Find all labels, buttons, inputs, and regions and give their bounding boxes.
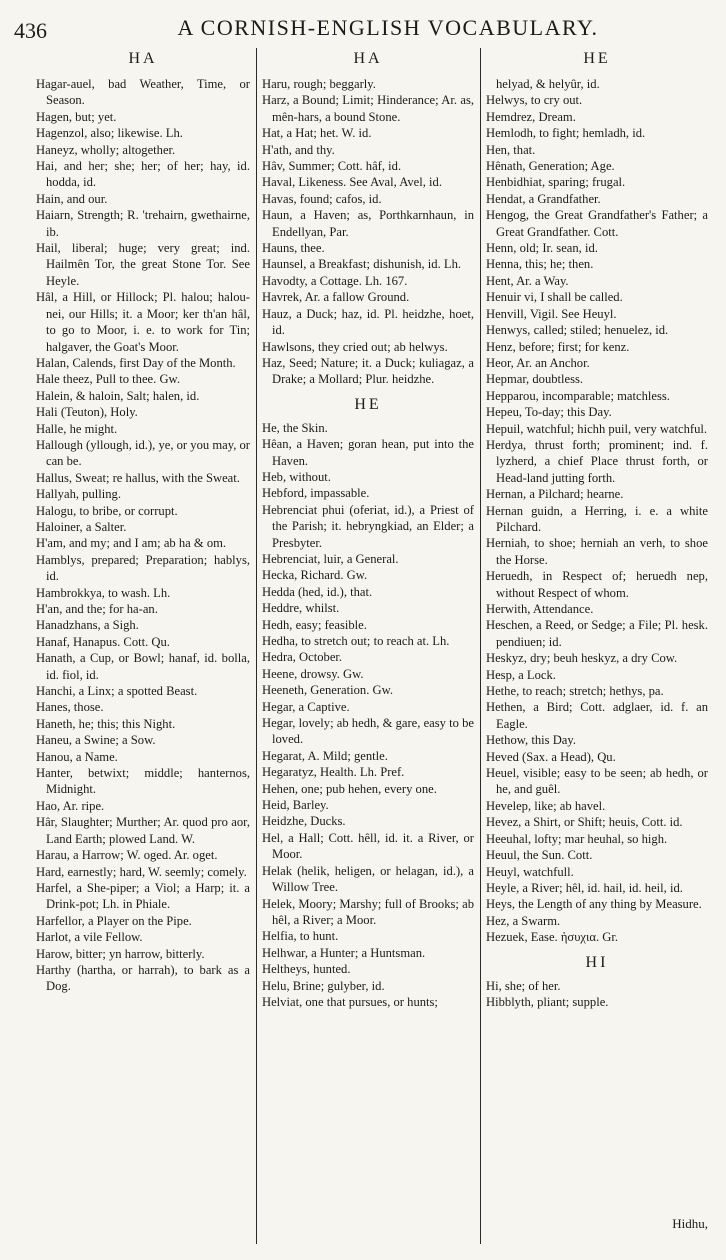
vocabulary-entry: Hagen, but; yet. <box>36 109 117 124</box>
vocabulary-entry: Hepparou, incomparable; matchless. <box>486 388 670 403</box>
vocabulary-entry: Hali (Teuton), Holy. <box>36 405 138 420</box>
vocabulary-entry: Hebford, impassable. <box>262 486 370 501</box>
vocabulary-entry: Hezuek, Ease. ἡσυχια. Gr. <box>486 930 619 945</box>
vocabulary-entry: Hallough (yllough, id.), ye, or you may, or can be. <box>36 437 250 469</box>
column-divider <box>480 48 481 1244</box>
vocabulary-entry: Hênath, Generation; Age. <box>486 159 615 174</box>
vocabulary-entry: Hard, earnestly; hard, W. seemly; comely. <box>36 864 247 879</box>
running-title: A CORNISH-ENGLISH VOCABULARY. <box>177 15 599 40</box>
vocabulary-entry: Henn, old; Ir. sean, id. <box>486 241 598 256</box>
vocabulary-entry: Hail, liberal; huge; very great; ind. Hailmên Tor, the great Stone Tor. See Heyle. <box>36 241 250 288</box>
vocabulary-entry: Hegarat, A. Mild; gentle. <box>262 748 388 763</box>
vocabulary-entry: Hagar-auel, bad Weather, Time, or Season. <box>36 77 250 108</box>
vocabulary-entry: Hemlodh, to fight; hemladh, id. <box>486 126 646 141</box>
vocabulary-entry: Heschen, a Reed, or Sedge; a File; Pl. hesk. pendiuen; id. <box>486 618 708 649</box>
vocabulary-entry: Hamblys, prepared; Preparation; hablys, id. <box>36 552 250 584</box>
vocabulary-entry: Hehen, one; pub hehen, every one. <box>262 781 437 796</box>
page-header <box>0 10 726 44</box>
vocabulary-entry: Havas, found; cafos, id. <box>262 191 382 206</box>
vocabulary-entry: Hibblyth, pliant; supple. <box>486 994 609 1009</box>
vocabulary-entry: Hecka, Richard. Gw. <box>262 568 368 583</box>
column-3 <box>486 46 708 1246</box>
vocabulary-entry: Haval, Likeness. See Aval, Avel, id. <box>262 175 443 190</box>
vocabulary-entry: Hedda (hed, id.), that. <box>262 584 373 599</box>
vocabulary-entry: Heved (Sax. a Head), Qu. <box>486 749 616 764</box>
vocabulary-entry: Hepmar, doubtless. <box>486 372 584 387</box>
vocabulary-entry: Hedra, October. <box>262 650 343 665</box>
vocabulary-entry: Heb, without. <box>262 469 331 484</box>
vocabulary-entry: Henvill, Vigil. See Heuyl. <box>486 306 617 321</box>
vocabulary-entry: Hedha, to stretch out; to reach at. Lh. <box>262 634 450 648</box>
vocabulary-entry: Hen, that. <box>486 142 536 157</box>
vocabulary-entry: Herniah, to shoe; herniah an verh, to shoe the Horse. <box>486 536 708 567</box>
vocabulary-entry: Harlot, a vile Fellow. <box>36 930 143 945</box>
vocabulary-entry: Harz, a Bound; Limit; Hinderance; Ar. as, mên-hars, a bound Stone. <box>262 93 474 124</box>
section-heading: HI <box>585 953 609 971</box>
catchword: Hidhu, <box>672 1216 708 1231</box>
vocabulary-entry: Hao, Ar. ripe. <box>36 798 105 813</box>
vocabulary-entry: Helhwar, a Hunter; a Huntsman. <box>262 945 426 960</box>
vocabulary-entry: Hâr, Slaughter; Murther; Ar. quod pro aor, Land Earth; plowed Land. W. <box>36 815 250 846</box>
vocabulary-entry: Haru, rough; beggarly. <box>262 77 376 91</box>
vocabulary-entry: Heene, drowsy. Gw. <box>262 666 364 681</box>
vocabulary-entry: Hebrenciat phui (oferiat, id.), a Priest of the Parish; it. hebryngkiad, an Elder; a Presbyter. <box>262 502 474 550</box>
column-heading: HA <box>128 50 158 67</box>
vocabulary-entry: Haloiner, a Salter. <box>36 519 127 534</box>
column-divider <box>256 48 257 1244</box>
vocabulary-entry: Heuel, visible; easy to be seen; ab hedh, or he, and guêl. <box>486 766 708 797</box>
vocabulary-entry: Hevez, a Shirt, or Shift; heuis, Cott. id. <box>486 815 683 830</box>
vocabulary-entry: Hegar, lovely; ab hedh, & gare, easy to be loved. <box>262 716 474 747</box>
vocabulary-entry: Henbidhiat, sparing; frugal. <box>486 175 626 190</box>
vocabulary-entry: Hanadzhans, a Sigh. <box>36 618 139 633</box>
vocabulary-entry: Hanter, betwixt; middle; hanternos, Midnight. <box>36 766 250 797</box>
vocabulary-entry: Helviat, one that pursues, or hunts; <box>262 994 438 1009</box>
vocabulary-entry: Herdya, thrust forth; prominent; ind. f. lyzherd, a chief Place thrust forth, or Head-land jutting forth. <box>486 437 708 485</box>
vocabulary-entry: Hendat, a Grandfather. <box>486 191 601 206</box>
vocabulary-entry: Heid, Barley. <box>262 798 329 813</box>
vocabulary-entry: Hain, and our. <box>36 191 108 206</box>
vocabulary-entry: Hevelep, like; ab havel. <box>486 798 606 813</box>
vocabulary-entry: Helak (helik, heligen, or helagan, id.), a Willow Tree. <box>262 863 474 895</box>
vocabulary-entry: Hethe, to reach; stretch; hethys, pa. <box>486 684 664 699</box>
vocabulary-entry: helyad, & helyûr, id. <box>496 77 600 91</box>
column-1 <box>36 46 250 1246</box>
vocabulary-entry: Hi, she; of her. <box>486 978 561 993</box>
vocabulary-entry: Hâl, a Hill, or Hillock; Pl. halou; halou-nei, our Hills; it. a Moor; ker th'an hâl, to go to Moor, i. e. to work for Tin; halgaver, the Goat's Moor. <box>36 290 250 354</box>
vocabulary-entry: Hent, Ar. a Way. <box>486 273 569 288</box>
vocabulary-entry: Hat, a Hat; het. W. id. <box>262 126 372 141</box>
vocabulary-entry: Heuyl, watchfull. <box>486 864 574 879</box>
vocabulary-entry: Heeneth, Generation. Gw. <box>262 683 394 698</box>
vocabulary-entry: Henuir vi, I shall be called. <box>486 290 623 305</box>
vocabulary-entry: Hanchi, a Linx; a spotted Beast. <box>36 684 198 699</box>
vocabulary-entry: Heeuhal, lofty; mar heuhal, so high. <box>486 831 668 846</box>
vocabulary-entry: Haz, Seed; Nature; it. a Duck; kuliagaz, a Drake; a Mollard; Plur. heidzhe. <box>262 355 474 387</box>
column-heading: HA <box>353 50 383 67</box>
vocabulary-entry: Hagenzol, also; likewise. Lh. <box>36 126 183 141</box>
vocabulary-entry: Hengog, the Great Grandfather's Father; a Great Grandfather. Cott. <box>486 208 708 239</box>
vocabulary-entry: Haneu, a Swine; a Sow. <box>36 733 156 748</box>
vocabulary-entry: Heidzhe, Ducks. <box>262 814 346 829</box>
vocabulary-entry: Helu, Brine; gulyber, id. <box>262 978 385 993</box>
vocabulary-entry: Halogu, to bribe, or corrupt. <box>36 503 178 518</box>
vocabulary-entry: Hesp, a Lock. <box>486 667 556 682</box>
vocabulary-entry: Hanath, a Cup, or Bowl; hanaf, id. bolla, id. fiol, id. <box>36 651 250 682</box>
vocabulary-entry: Hêan, a Haven; goran hean, put into the Haven. <box>262 437 474 468</box>
vocabulary-entry: Heuul, the Sun. Cott. <box>486 848 593 863</box>
vocabulary-entry: H'am, and my; and I am; ab ha & om. <box>36 536 227 551</box>
vocabulary-entry: Hanaf, Hanapus. Cott. Qu. <box>36 634 170 649</box>
vocabulary-entry: Hanou, a Name. <box>36 749 118 764</box>
vocabulary-entry: Heys, the Length of any thing by Measure. <box>486 897 702 912</box>
vocabulary-entry: Hanes, those. <box>36 700 104 715</box>
vocabulary-entry: Helwys, to cry out. <box>486 93 583 108</box>
vocabulary-entry: Hebrenciat, luir, a General. <box>262 551 399 566</box>
vocabulary-entry: Herwith, Attendance. <box>486 602 594 616</box>
vocabulary-entry: Hallyah, pulling. <box>36 487 121 502</box>
vocabulary-entry: Harfel, a She-piper; a Viol; a Harp; it. a Drink-pot; Lh. in Phiale. <box>36 880 250 912</box>
vocabulary-entry: Hemdrez, Dream. <box>486 109 576 124</box>
vocabulary-entry: Hauz, a Duck; haz, id. Pl. heidzhe, hoet, id. <box>262 306 474 338</box>
vocabulary-entry: Hepeu, To-day; this Day. <box>486 405 612 420</box>
vocabulary-entry: Heor, Ar. an Anchor. <box>486 355 590 370</box>
vocabulary-entry: Henwys, called; stiled; henuelez, id. <box>486 323 669 338</box>
column-2 <box>262 46 474 1246</box>
vocabulary-entry: Haiarn, Strength; R. 'trehairn, gwethairne, ib. <box>36 208 250 239</box>
page-number: 436 <box>14 18 47 43</box>
vocabulary-entry: Hale theez, Pull to thee. Gw. <box>36 372 180 387</box>
section-heading: HE <box>354 395 382 413</box>
vocabulary-entry: Harau, a Harrow; W. oged. Ar. oget. <box>36 848 218 863</box>
vocabulary-entry: Havrek, Ar. a fallow Ground. <box>262 290 410 305</box>
vocabulary-entry: Hauns, thee. <box>262 241 325 256</box>
vocabulary-entry: Haunsel, a Breakfast; dishunish, id. Lh. <box>262 257 462 272</box>
vocabulary-entry: Haneth, he; this; this Night. <box>36 716 176 731</box>
vocabulary-entry: Hâv, Summer; Cott. hâf, id. <box>262 159 402 174</box>
vocabulary-entry: Heddre, whilst. <box>262 601 340 616</box>
vocabulary-entry: Harow, bitter; yn harrow, bitterly. <box>36 946 205 961</box>
vocabulary-entry: Haneyz, wholly; altogether. <box>36 142 176 157</box>
vocabulary-entry: Heyle, a River; hêl, id. hail, id. heil, id. <box>486 880 683 895</box>
vocabulary-entry: Hallus, Sweat; re hallus, with the Sweat. <box>36 470 240 485</box>
vocabulary-entry: Hawlsons, they cried out; ab helwys. <box>262 339 448 354</box>
vocabulary-entry: Hethen, a Bird; Cott. adglaer, id. f. an Eagle. <box>486 700 708 731</box>
vocabulary-entry: Hepuil, watchful; hichh puil, very watchful. <box>486 421 708 436</box>
vocabulary-entry: Hegaratyz, Health. Lh. Pref. <box>262 765 405 780</box>
vocabulary-entry: Harthy (hartha, or harrah), to bark as a Dog. <box>36 962 250 994</box>
vocabulary-entry: H'an, and the; for ha-an. <box>36 602 158 616</box>
vocabulary-entry: Halein, & haloin, Salt; halen, id. <box>36 388 200 403</box>
vocabulary-entry: He, the Skin. <box>262 420 328 435</box>
vocabulary-entry: Halan, Calends, first Day of the Month. <box>36 355 236 370</box>
vocabulary-entry: Hambrokkya, to wash. Lh. <box>36 585 171 600</box>
vocabulary-entry: Havodty, a Cottage. Lh. 167. <box>262 273 408 288</box>
column-heading: HE <box>583 50 611 67</box>
vocabulary-entry: Hernan guidn, a Herring, i. e. a white Pilchard. <box>486 503 708 534</box>
vocabulary-entry: Hez, a Swarm. <box>486 913 561 928</box>
vocabulary-entry: Helek, Moory; Marshy; full of Brooks; ab hêl, a River; a Moor. <box>262 896 474 927</box>
vocabulary-entry: Hernan, a Pilchard; hearne. <box>486 487 624 502</box>
vocabulary-entry: Henz, before; first; for kenz. <box>486 339 630 354</box>
vocabulary-entry: Hedh, easy; feasible. <box>262 617 367 632</box>
vocabulary-entry: Haun, a Haven; as, Porthkarnhaun, in Endellyan, Par. <box>262 208 474 239</box>
vocabulary-entry: Hel, a Hall; Cott. hêll, id. it. a River, or Moor. <box>262 830 474 862</box>
vocabulary-entry: Harfellor, a Player on the Pipe. <box>36 913 192 928</box>
dictionary-columns <box>36 46 708 1246</box>
vocabulary-entry: Henna, this; he; then. <box>486 257 594 272</box>
vocabulary-entry: Hegar, a Captive. <box>262 699 350 714</box>
vocabulary-entry: Heltheys, hunted. <box>262 962 351 977</box>
vocabulary-entry: Hai, and her; she; her; of her; hay, id. hodda, id. <box>36 159 250 190</box>
vocabulary-entry: Heskyz, dry; beuh heskyz, a dry Cow. <box>486 651 678 666</box>
vocabulary-entry: H'ath, and thy. <box>262 142 335 157</box>
vocabulary-entry: Helfia, to hunt. <box>262 929 339 944</box>
vocabulary-entry: Heruedh, in Respect of; heruedh nep, without Respect of whom. <box>486 569 708 600</box>
vocabulary-entry: Halle, he might. <box>36 421 118 436</box>
vocabulary-entry: Hethow, this Day. <box>486 733 577 748</box>
